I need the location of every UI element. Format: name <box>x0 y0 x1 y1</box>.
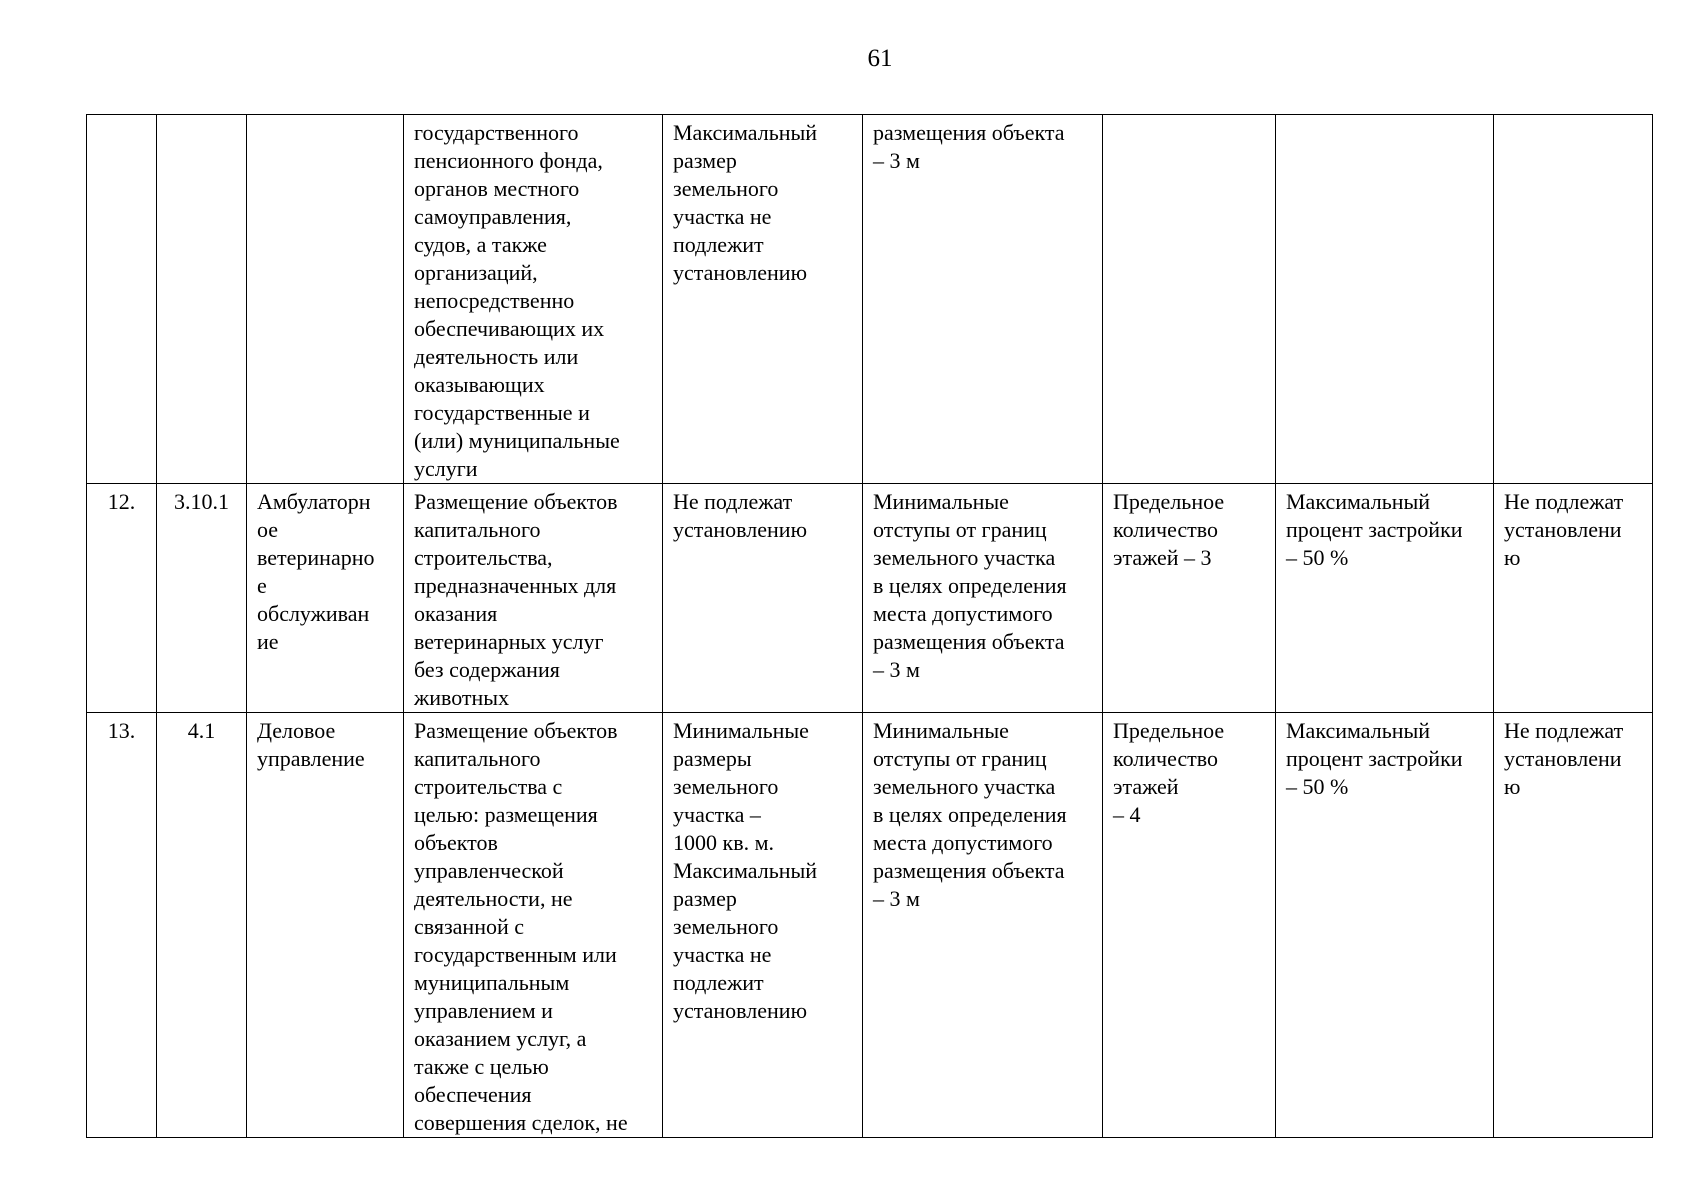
use-name-cell: Амбулаторн ое ветеринарно е обслуживан ие <box>247 484 404 713</box>
coverage-cell <box>1276 115 1494 484</box>
table-row <box>87 484 1653 713</box>
row-number-cell <box>87 115 157 484</box>
floors-cell <box>1103 115 1276 484</box>
use-code-cell <box>157 115 247 484</box>
other-params-cell: Не подлежат установлени ю <box>1494 713 1653 1138</box>
setbacks-cell: размещения объекта – 3 м <box>863 115 1103 484</box>
row-number-cell: 12. <box>87 484 157 713</box>
coverage-cell: Максимальный процент застройки – 50 % <box>1276 484 1494 713</box>
coverage-cell: Максимальный процент застройки – 50 % <box>1276 713 1494 1138</box>
land-size-cell: Максимальный размер земельного участка не подлежит установлению <box>663 115 863 484</box>
setbacks-cell: Минимальные отступы от границ земельного участка в целях определения места допустимого размещения объекта – 3 м <box>863 484 1103 713</box>
table-row <box>87 713 1653 1138</box>
page-number: 61 <box>867 45 893 72</box>
row-number-cell: 13. <box>87 713 157 1138</box>
other-params-cell: Не подлежат установлени ю <box>1494 484 1653 713</box>
other-params-cell <box>1494 115 1653 484</box>
use-code-cell: 4.1 <box>157 713 247 1138</box>
land-size-cell: Минимальные размеры земельного участка – 1000 кв. м. Максимальный размер земельного участка не подлежит установлению <box>663 713 863 1138</box>
use-name-cell: Деловое управление <box>247 713 404 1138</box>
use-description-cell: Размещение объектов капитального строительства, предназначенных для оказания ветеринарных услуг без содержания животных <box>404 484 663 713</box>
setbacks-cell: Минимальные отступы от границ земельного участка в целях определения места допустимого размещения объекта – 3 м <box>863 713 1103 1138</box>
land-size-cell: Не подлежат установлению <box>663 484 863 713</box>
use-description-cell: государственного пенсионного фонда, органов местного самоуправления, судов, а также организаций, непосредственно обеспечивающих их деятельность или оказывающих государственные и (или) муниципальные услуги <box>404 115 663 484</box>
floors-cell: Предельное количество этажей – 3 <box>1103 484 1276 713</box>
table-row <box>87 115 1653 484</box>
zoning-regulations-table <box>86 114 1653 1138</box>
use-code-cell: 3.10.1 <box>157 484 247 713</box>
use-name-cell <box>247 115 404 484</box>
use-description-cell: Размещение объектов капитального строительства с целью: размещения объектов управленческой деятельности, не связанной с государственным или муниципальным управлением и оказанием услуг, а также с целью обеспечения совершения сделок, не <box>404 713 663 1138</box>
floors-cell: Предельное количество этажей – 4 <box>1103 713 1276 1138</box>
